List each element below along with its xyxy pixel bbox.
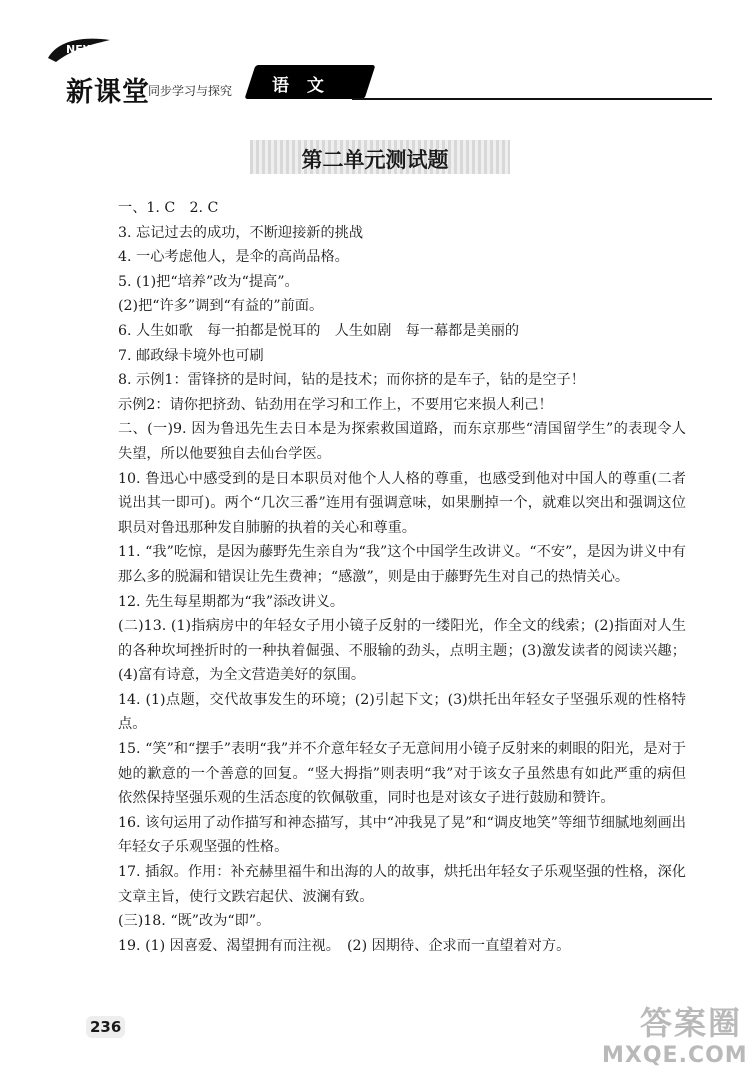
answer-line: 15. “笑”和“摆手”表明“我”并不介意年轻女子无意间用小镜子反射来的刺眼的阳光，是对于她的歉意的一个善意的回复。“竖大拇指”则表明“我”对于该女子虽然患有如此严重的病但依然保持坚强乐观的生活态度的钦佩敬重，同时也是对该女子进行鼓励和赞许。 <box>118 741 686 807</box>
answer-line: 4. 一心考虑他人，是伞的高尚品格。 <box>118 249 349 266</box>
answer-line: 7. 邮政绿卡境外也可刷 <box>118 347 264 364</box>
watermark-title: 答案圈 <box>639 1004 742 1042</box>
answer-line: 11. “我”吃惊，是因为藤野先生亲自为“我”这个中国学生改讲义。“不安”，是因为讲义中有那么多的脱漏和错误让先生费神；“感激”，则是由于藤野先生对自己的热情关心。 <box>118 544 686 585</box>
answer-line: (三)18. “既”改为“即”。 <box>118 913 271 930</box>
answer-line: 6. 人生如歌 每一拍都是悦耳的 人生如剧 每一幕都是美丽的 <box>118 322 520 339</box>
series-name: 同步学习与探究 <box>148 84 233 98</box>
answer-line: 17. 插叙。作用：补充赫里福牛和出海的人的故事，烘托出年轻女子乐观坚强的性格，深化文章主旨，使行文跌宕起伏、波澜有致。 <box>118 864 686 905</box>
header-divider <box>352 98 712 100</box>
watermark-logo <box>602 1003 748 1078</box>
answer-line: 8. 示例1：雷锋挤的是时间，钻的是技术；而你挤的是车子，钻的是空子！ <box>118 372 585 389</box>
svg-text:NEW: NEW <box>66 43 95 56</box>
answer-line: 14. (1)点题，交代故事发生的环境；(2)引起下文；(3)烘托出年轻女子坚强乐观的性格特点。 <box>118 691 686 733</box>
answer-line: 5. (1)把“培养”改为“提高”。 <box>118 273 299 290</box>
answer-line: 16. 该句运用了动作描写和神态描写，其中“冲我晃了晃”和“调皮地笑”等细节细腻地刻画出年轻女子乐观坚强的性格。 <box>118 814 686 856</box>
new-badge-icon <box>44 34 114 64</box>
answer-line: 10. 鲁迅心中感受到的是日本职员对他个人人格的尊重，也感受到他对中国人的尊重(二者说出其一即可)。两个“几次三番”连用有强调意味，如果删掉一个，就难以突出和强调这位职员对鲁迅那种发自肺腑的执着的关心和尊重。 <box>118 470 686 536</box>
brand-logo: 新课堂 <box>66 77 150 108</box>
answer-body <box>118 196 686 958</box>
subject-label: 语 文 <box>272 76 330 96</box>
page-title: 第二单元测试题 <box>301 148 449 172</box>
answer-line: 12. 先生每星期都为“我”添改讲义。 <box>118 593 345 610</box>
answer-line: (二)13. (1)指病房中的年轻女子用小镜子反射的一缕阳光，作全文的线索；(2)指面对人生的各种坎坷挫折时的一种执着倔强、不服输的劲头，点明主题；(3)激发读者的阅读兴趣；(4)富有诗意，为全文营造美好的氛围。 <box>118 618 686 684</box>
answer-line: 19. (1) 因喜爱、渴望拥有而注视。 (2) 因期待、企求而一直望着对方。 <box>118 937 571 954</box>
page-number: 236 <box>86 1016 125 1038</box>
answer-line: 3. 忘记过去的成功，不断迎接新的挑战 <box>118 224 364 241</box>
watermark-url: MXQE.COM <box>602 1043 748 1068</box>
answer-line: 示例2：请你把挤劲、钻劲用在学习和工作上，不要用它来损人利己！ <box>118 396 553 413</box>
answer-line: 二、(一)9. 因为鲁迅先生去日本是为探索救国道路，而东京那些“清国留学生”的表现令人失望，所以他要独自去仙台学医。 <box>118 421 686 462</box>
answer-line: 一、1. C 2. C <box>118 200 219 216</box>
answer-line: (2)把“许多”调到“有益的”前面。 <box>118 298 324 315</box>
